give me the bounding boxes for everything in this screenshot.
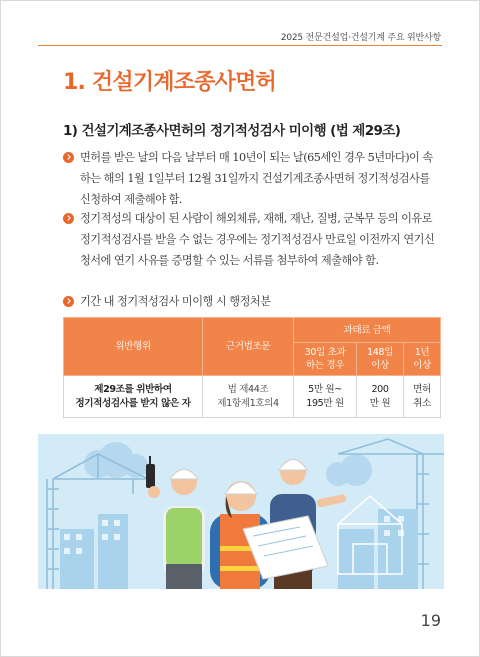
bullet-item xyxy=(63,147,443,210)
header-fine-148days: 148일 이상 xyxy=(357,343,404,376)
bullet-text: 정기적성의 대상이 된 사람이 해외체류, 재해, 재난, 질병, 군복무 등의 이유로 정기적성검사를 받을 수 없는 경우에는 정기적성검사 만료일 이전까지 연기신청서에 연기 사유를 증명할 수 있는 서류를 첨부하여 제출해야 함. xyxy=(80,212,435,267)
page-number: 19 xyxy=(420,611,441,630)
cell-fine-148days: 200 만 원 xyxy=(357,376,404,418)
chevron-bullet-icon xyxy=(63,296,74,307)
header-fine: 과태료 금액 xyxy=(294,318,441,343)
cell-law: 법 제44조 제1항제1호의4 xyxy=(203,376,294,418)
header-violation: 위반행위 xyxy=(64,318,203,376)
bullet-text: 면허를 받은 날의 다음 날부터 매 10년이 되는 날(65세인 경우 5년마다)이 속하는 해의 1월 1일부터 12월 31일까지 건설기계조종사면허 정기적성검사를 신청하여 제출해야 함. xyxy=(80,151,433,206)
section-title: 1. 건설기계조종사면허 xyxy=(63,70,276,95)
cell-fine-30days: 5만 원~ 195만 원 xyxy=(294,376,357,418)
running-header: 2025 전문건설업·건설기계 주요 위반사항 xyxy=(280,33,441,43)
header-divider xyxy=(38,45,442,46)
cell-violation: 제29조를 위반하여 정기적성검사를 받지 않은 자 xyxy=(64,376,203,418)
header-fine-30days: 30일 초과 하는 경우 xyxy=(294,343,357,376)
cell-fine-1year: 면허 취소 xyxy=(404,376,441,418)
header-fine-1year: 1년 이상 xyxy=(404,343,441,376)
penalty-table xyxy=(63,317,441,418)
bullet-item xyxy=(63,208,443,271)
chevron-bullet-icon xyxy=(63,213,74,224)
bullet-item xyxy=(63,291,443,312)
construction-workers-illustration xyxy=(38,434,444,589)
subsection-title: 1) 건설기계조종사면허의 정기적성검사 미이행 (법 제29조) xyxy=(63,123,401,139)
bullet-text: 기간 내 정기적성검사 미이행 시 행정처분 xyxy=(80,295,271,308)
chevron-bullet-icon xyxy=(63,152,74,163)
header-law: 근거법조문 xyxy=(203,318,294,376)
